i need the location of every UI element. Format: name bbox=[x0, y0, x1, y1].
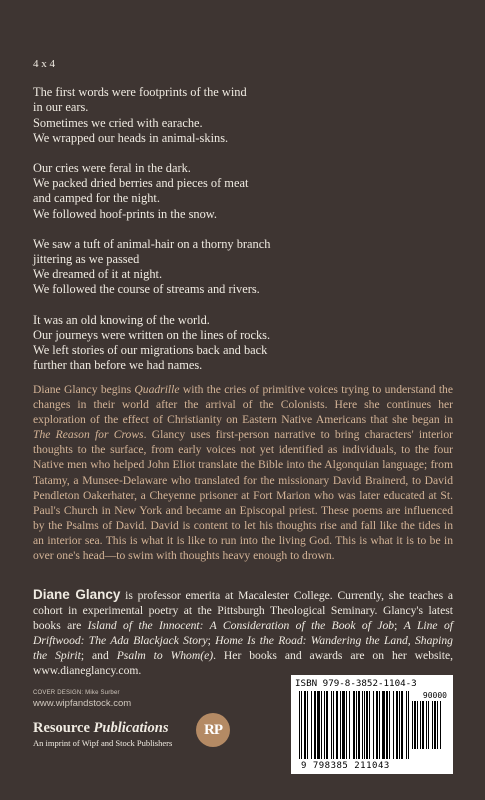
blurb-text: . Glancy uses first-person narrative to bring characters' interior thoughts to the surface, from early voices not yet identified as individuals, to the four Native men who helped John Eliot translate the Bible into the Algonquian language; from Tatamy, a Munsee-Delaware who translated for the missionary David Brainerd, to David Pendleton Oakerhater, a Cheyenne prisoner at Fort Marion who was later educated at St. Paul's Church in New York and became an Episcopal priest. These poems are influenced by the Psalms of David. David is content to let his thoughts rise and fall like the tides in an interior sea. This is what it is like to run into the living God. This is what it is to be in over one's head—to swim with thoughts heavy enough to drown. bbox=[33, 428, 454, 563]
book-title: A Line of Driftwood: The Ada Blackjack Story bbox=[33, 619, 453, 648]
credits bbox=[33, 690, 131, 709]
stanza bbox=[33, 85, 453, 146]
bio-text: . Her books and awards are on her website, www.dianeglancy.com. bbox=[33, 649, 453, 678]
barcode-digits: 9 798385 211043 bbox=[301, 761, 390, 771]
book-title: Island of the Innocent: A Consideration of the Book of Job bbox=[87, 619, 395, 633]
blurb-text: with the cries of primitive voices trying to understand the changes in their world after the arrival of the Colonists. Here she continues her exploration of the effect of Christianity on Eastern Native Americans that she began in bbox=[33, 383, 453, 427]
poem-line: We dreamed of it at night. bbox=[33, 267, 163, 282]
book-title-reason-for-crows: The Reason for Crows bbox=[33, 428, 144, 442]
price-code: 90000 bbox=[422, 691, 447, 700]
publisher-block bbox=[33, 720, 172, 748]
book-title: Home Is the Road: Wandering the Land, Shaping the Spirit bbox=[33, 634, 453, 663]
isbn-number: ISBN 979-8-3852-1104-3 bbox=[295, 678, 417, 689]
publisher-name-part: Resource bbox=[33, 720, 94, 736]
poem-line: Our journeys were written on the lines of rocks. bbox=[33, 327, 271, 342]
publisher-logo-icon: RP bbox=[196, 713, 230, 747]
poem-line: We wrapped our heads in animal-skins. bbox=[33, 130, 229, 145]
poem-line: and camped for the night. bbox=[33, 191, 160, 206]
poem-line: Sometimes we cried with earache. bbox=[33, 115, 203, 130]
stanza bbox=[33, 161, 453, 222]
poem-title: 4 x 4 bbox=[33, 58, 55, 70]
bio-text: ; bbox=[207, 634, 216, 648]
blurb-text: Diane Glancy begins bbox=[33, 383, 135, 396]
bio-text: is professor emerita at Macalester College. Currently, she teaches a cohort in experimental poetry at the Pittsburgh Theological Seminary. Glancy's latest books are bbox=[33, 589, 453, 633]
poem-line: We followed hoof-prints in the snow. bbox=[33, 206, 218, 221]
publisher-imprint: An imprint of Wipf and Stock Publishers bbox=[33, 738, 173, 748]
poem-line: The first words were footprints of the wind bbox=[33, 85, 247, 100]
book-description bbox=[33, 382, 453, 563]
bio-text: ; and bbox=[80, 649, 117, 663]
poem-line: jittering as we passed bbox=[33, 252, 140, 267]
poem-line: We saw a tuft of animal-hair on a thorny branch bbox=[33, 236, 271, 251]
publisher-website: www.wipfandstock.com bbox=[33, 698, 132, 709]
isbn-barcode bbox=[291, 675, 453, 774]
cover-design-credit: COVER DESIGN: Mike Surber bbox=[33, 690, 120, 696]
bio-text: ; bbox=[394, 619, 404, 633]
poem bbox=[33, 57, 453, 388]
poem-line: It was an old knowing of the world. bbox=[33, 312, 210, 327]
barcode-icon bbox=[299, 691, 409, 759]
publisher-name bbox=[33, 720, 172, 737]
stanza bbox=[33, 313, 453, 374]
poem-line: We left stories of our migrations back and back bbox=[33, 343, 268, 358]
poem-line: further than before we had names. bbox=[33, 358, 203, 373]
poem-line: We packed dried berries and pieces of meat bbox=[33, 176, 249, 191]
publisher-name-part: Publications bbox=[93, 720, 169, 736]
poem-line: Our cries were feral in the dark. bbox=[33, 161, 191, 176]
book-title: Psalm to Whom(e) bbox=[116, 649, 214, 663]
book-title-quadrille: Quadrille bbox=[134, 383, 180, 396]
author-name: Diane Glancy bbox=[33, 587, 121, 602]
poem-line: in our ears. bbox=[33, 100, 89, 115]
stanza bbox=[33, 237, 453, 298]
addon-barcode-icon bbox=[412, 701, 444, 749]
author-bio bbox=[33, 587, 453, 679]
poem-line: We followed the course of streams and rivers. bbox=[33, 282, 260, 297]
